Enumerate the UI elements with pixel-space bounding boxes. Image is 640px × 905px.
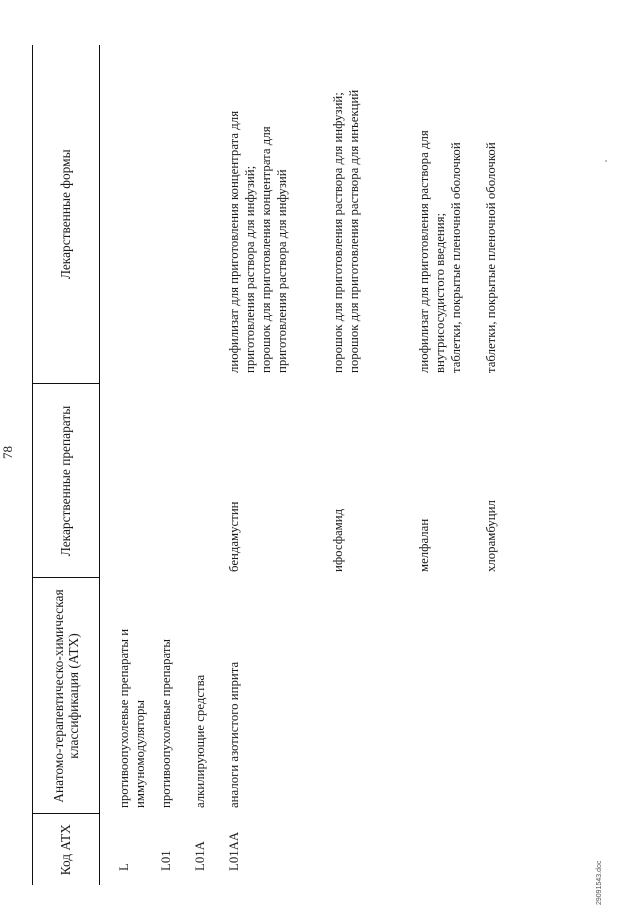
- atc-code: L01A: [192, 841, 207, 871]
- table-row: [192, 45, 226, 885]
- drug-name: [100, 384, 158, 578]
- atc-code: L01AA: [226, 831, 241, 871]
- header-drugs: Лекарственные препараты: [33, 384, 100, 578]
- atc-code: L: [117, 863, 131, 871]
- atc-classification: аналоги азотистого иприта: [226, 661, 241, 808]
- table-row: [483, 45, 503, 885]
- header-classification: Анатомо-терапевтическо-химическая классификация (АТХ): [33, 578, 100, 814]
- atc-drug-table: [32, 45, 503, 885]
- header-code: Код АТХ: [33, 814, 100, 885]
- drug-name: мелфалан: [416, 518, 431, 572]
- drug-name: [192, 384, 226, 578]
- atc-classification: алкилирующие средства: [192, 674, 207, 808]
- atc-classification: противоопухолевые препараты: [158, 638, 173, 808]
- header-forms: Лекарственные формы: [33, 45, 100, 384]
- atc-classification: [483, 578, 503, 814]
- drug-name: [158, 384, 192, 578]
- dosage-forms: лиофилизат для приготовления концентрата для приготовления раствора для инфузий; порошок для приготовления концентрата для приготовления раствора для инфузий: [226, 110, 289, 373]
- table-header-row: [33, 45, 100, 885]
- dosage-forms: лиофилизат для приготовления раствора для внутрисосудистого введения; таблетки, покрытые пленочной оболочкой: [416, 130, 463, 373]
- table-row: [226, 45, 330, 885]
- footer-filename: 29091543.doc: [596, 860, 603, 905]
- table-row: [416, 45, 483, 885]
- table-row: [158, 45, 192, 885]
- atc-classification: противоопухолевые препараты и иммуномодуляторы: [117, 628, 147, 808]
- dosage-forms: [158, 45, 192, 384]
- atc-code: [330, 814, 416, 885]
- drug-name: бендамустин: [226, 501, 241, 572]
- dosage-forms: таблетки, покрытые пленочной оболочкой: [483, 142, 498, 373]
- dosage-forms: порошок для приготовления раствора для инфузий; порошок для приготовления раствора для инъекций: [330, 89, 361, 373]
- dosage-forms: [192, 45, 226, 384]
- drug-name: ифосфамид: [330, 508, 345, 572]
- drug-name: хлорамбуцил: [483, 500, 498, 572]
- dosage-forms: [100, 45, 158, 384]
- atc-classification: [416, 578, 483, 814]
- table-row: [100, 45, 158, 885]
- scan-speck: [605, 160, 607, 162]
- atc-code: L01: [158, 850, 173, 871]
- atc-classification: [330, 578, 416, 814]
- table-row: [330, 45, 416, 885]
- atc-code: [416, 814, 483, 885]
- atc-code: [483, 814, 503, 885]
- page-number: 78: [0, 446, 15, 459]
